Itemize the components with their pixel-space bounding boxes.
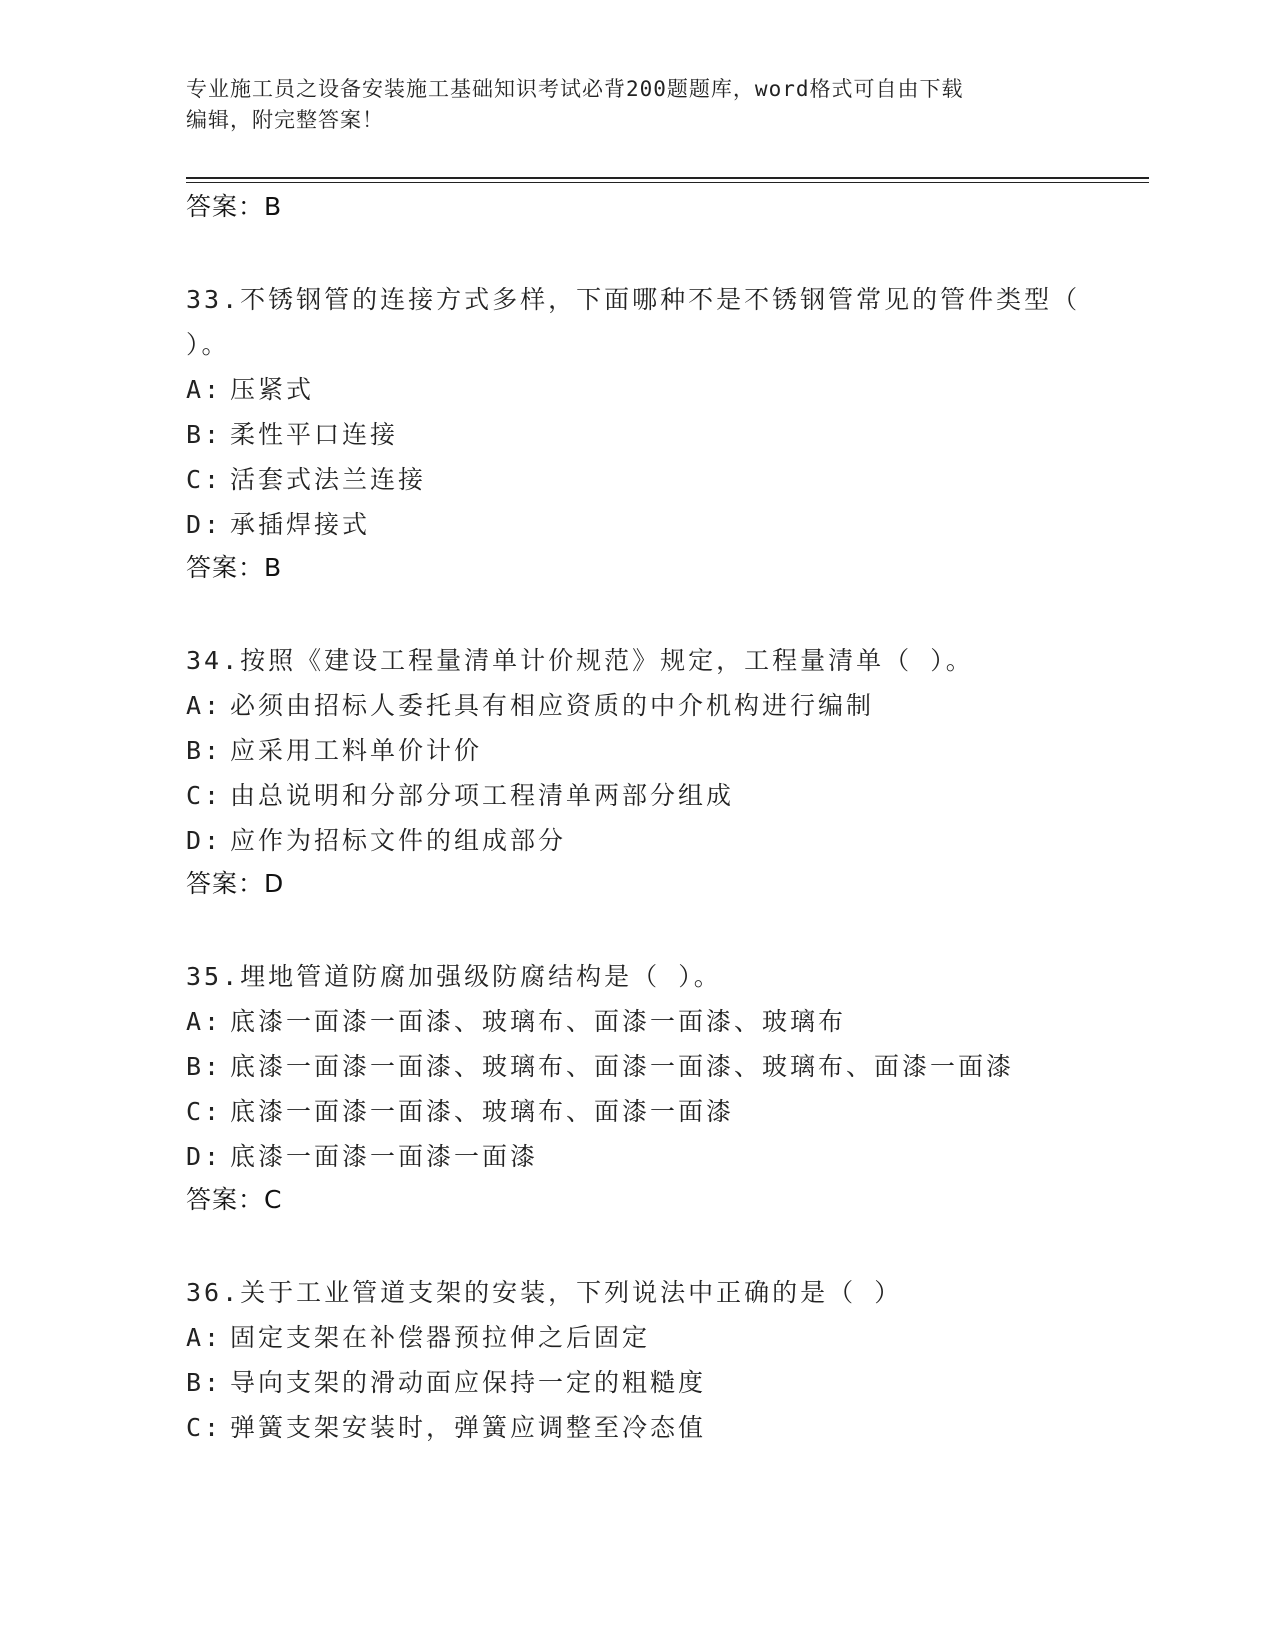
option-letter: D:	[186, 826, 223, 855]
option-letter: B:	[186, 1052, 223, 1081]
question-stem: 36.关于工业管道支架的安装，下列说法中正确的是（ ）	[186, 1278, 903, 1307]
answer-line: 答案：D	[186, 869, 285, 898]
option-c	[186, 773, 1086, 818]
option-text: 导向支架的滑动面应保持一定的粗糙度	[230, 1368, 707, 1397]
option-a	[186, 683, 1086, 728]
option-a	[186, 367, 1086, 412]
option-b	[186, 1044, 1086, 1089]
option-text: 压紧式	[230, 375, 315, 404]
option-text: 底漆一面漆一面漆、玻璃布、面漆一面漆	[230, 1097, 735, 1126]
option-text: 活套式法兰连接	[230, 465, 427, 494]
answer-line: 答案：B	[186, 192, 283, 221]
option-letter: A:	[186, 1323, 223, 1352]
option-b	[186, 728, 1086, 773]
option-a	[186, 999, 1086, 1044]
header-title-line-2: 编辑，附完整答案！	[186, 108, 384, 132]
question-stem: 34.按照《建设工程量清单计价规范》规定，工程量清单（ ）。	[186, 646, 974, 675]
option-letter: C:	[186, 1413, 223, 1442]
option-letter: A:	[186, 1007, 223, 1036]
option-d	[186, 502, 1086, 547]
answer-line: 答案：B	[186, 553, 283, 582]
option-c	[186, 457, 1086, 502]
option-text: 底漆一面漆一面漆、玻璃布、面漆一面漆、玻璃布、面漆一面漆	[230, 1052, 1015, 1081]
question-stem: 35.埋地管道防腐加强级防腐结构是（ ）。	[186, 962, 722, 991]
header-divider-thick	[186, 177, 1149, 179]
option-a	[186, 1315, 1086, 1360]
option-c	[186, 1405, 1086, 1450]
option-letter: B:	[186, 420, 223, 449]
header-title-line-1: 专业施工员之设备安装施工基础知识考试必背200题题库，word格式可自由下载	[186, 77, 964, 101]
option-letter: C:	[186, 465, 223, 494]
option-letter: B:	[186, 736, 223, 765]
option-text: 固定支架在补偿器预拉伸之后固定	[230, 1323, 651, 1352]
option-text: 承插焊接式	[230, 510, 371, 539]
question-list	[186, 190, 1086, 1450]
option-c	[186, 1089, 1086, 1134]
question-block	[186, 277, 1086, 583]
option-text: 由总说明和分部分项工程清单两部分组成	[230, 781, 735, 810]
document-header	[186, 74, 1066, 136]
option-letter: C:	[186, 1097, 223, 1126]
question-block	[186, 638, 1086, 899]
option-text: 应作为招标文件的组成部分	[230, 826, 567, 855]
option-d	[186, 818, 1086, 863]
option-letter: A:	[186, 375, 223, 404]
option-text: 必须由招标人委托具有相应资质的中介机构进行编制	[230, 691, 875, 720]
option-d	[186, 1134, 1086, 1179]
option-text: 底漆一面漆一面漆一面漆	[230, 1142, 539, 1171]
option-b	[186, 412, 1086, 457]
option-text: 底漆一面漆一面漆、玻璃布、面漆一面漆、玻璃布	[230, 1007, 847, 1036]
option-text: 柔性平口连接	[230, 420, 399, 449]
option-b	[186, 1360, 1086, 1405]
question-block	[186, 1270, 1086, 1450]
option-letter: D:	[186, 510, 223, 539]
option-text: 应采用工料单价计价	[230, 736, 483, 765]
option-letter: B:	[186, 1368, 223, 1397]
option-letter: D:	[186, 1142, 223, 1171]
question-block	[186, 954, 1086, 1215]
option-letter: C:	[186, 781, 223, 810]
option-text: 弹簧支架安装时，弹簧应调整至冷态值	[230, 1413, 707, 1442]
question-stem: 33.不锈钢管的连接方式多样，下面哪种不是不锈钢管常见的管件类型（ ）。	[186, 285, 1081, 359]
answer-line: 答案：C	[186, 1185, 283, 1214]
option-letter: A:	[186, 691, 223, 720]
header-divider-thin	[186, 182, 1149, 183]
